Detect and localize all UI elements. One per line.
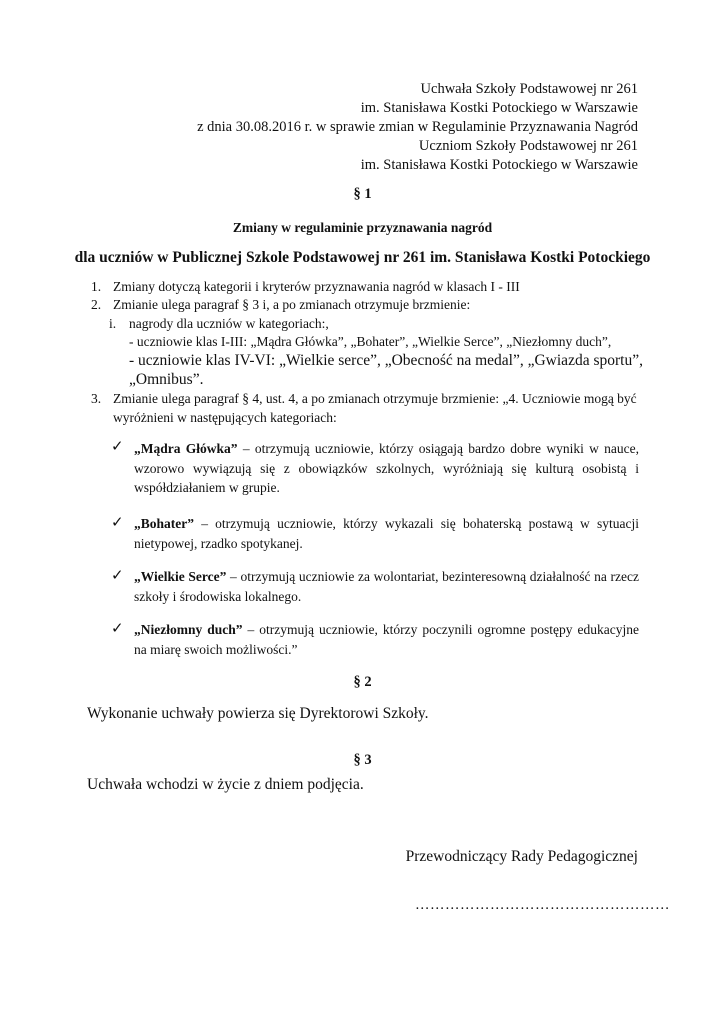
list-item-text: Zmianie ulega paragraf § 4, ust. 4, a po zmianach otrzymuje brzmienie: „4. Uczniowie mogą być [113, 391, 637, 406]
category-name: „Wielkie Serce” [134, 569, 227, 584]
section-3-heading: § 3 [353, 752, 372, 768]
category-desc: – otrzymują uczniowie, którzy wykazali się bohaterską postawą w sytuacji nietypowej, rzadko spotykanej. [134, 516, 639, 551]
signature-line: …………………………………………… [415, 897, 670, 913]
sub-list-line-b: - uczniowie klas IV-VI: „Wielkie serce”, „Obecność na medal”, „Gwiazda sportu”, [129, 352, 643, 369]
category-name: „Bohater” [134, 516, 194, 531]
category-name: „Niezłomny duch” [134, 622, 243, 637]
sub-list-line-a: - uczniowie klas I-III: „Mądra Główka”, „Bohater”, „Wielkie Serce”, „Niezłomny duch”, [129, 334, 612, 349]
category-name: „Mądra Główka” [134, 441, 238, 456]
checkmark-icon: ✓ [111, 513, 124, 531]
section-1-subtitle: dla uczniów w Publicznej Szkole Podstawowej nr 261 im. Stanisława Kostki Potockiego [74, 249, 651, 266]
category-desc: – otrzymują uczniowie za wolontariat, bezinteresowną działalność na rzecz szkoły i środowiska lokalnego. [134, 569, 639, 604]
list-item-text: Zmianie ulega paragraf § 3 i, a po zmianach otrzymuje brzmienie: [113, 297, 471, 312]
category-madra-glowka [134, 439, 639, 498]
section-1-heading: § 1 [353, 186, 372, 202]
header-line-1: Uchwała Szkoły Podstawowej nr 261 [420, 81, 638, 97]
checkmark-icon: ✓ [111, 437, 124, 455]
category-desc: – otrzymują uczniowie, którzy osiągają bardzo dobre wyniki w nauce, wzorowo wywiązują się z obowiązków szkolnych, wyróżniają się kulturą osobistą i współdziałaniem w grupie. [134, 441, 639, 495]
category-desc: – otrzymują uczniowie, którzy poczynili ogromne postępy edukacyjne na miarę swoich możliwości.” [134, 622, 639, 657]
header-line-2: im. Stanisława Kostki Potockiego w Warszawie [360, 100, 638, 116]
signature-title: Przewodniczący Rady Pedagogicznej [405, 848, 638, 865]
header-line-3: z dnia 30.08.2016 r. w sprawie zmian w Regulaminie Przyznawania Nagród [197, 119, 638, 135]
list-item-text-cont: wyróżnieni w następujących kategoriach: [113, 410, 337, 425]
header-line-4: Uczniom Szkoły Podstawowej nr 261 [418, 138, 638, 154]
section-2-text: Wykonanie uchwały powierza się Dyrektorowi Szkoły. [87, 705, 429, 722]
section-2-heading: § 2 [353, 674, 372, 690]
sub-list-text: nagrody dla uczniów w kategoriach:, [129, 316, 329, 331]
sub-list-number: i. [109, 316, 117, 331]
section-1-title: Zmiany w regulaminie przyznawania nagród [232, 220, 493, 235]
header-line-5: im. Stanisława Kostki Potockiego w Warszawie [360, 157, 638, 173]
sub-list-line-c: „Omnibus”. [129, 371, 204, 388]
list-number: 3. [91, 391, 102, 406]
checkmark-icon: ✓ [111, 619, 124, 637]
category-wielkie-serce [134, 567, 639, 606]
list-number: 2. [91, 297, 102, 312]
category-bohater [134, 514, 639, 553]
list-number: 1. [91, 279, 102, 294]
category-niezlomny-duch [134, 620, 639, 659]
list-item-text: Zmiany dotyczą kategorii i kryterów przyznawania nagród w klasach I - III [113, 279, 520, 294]
checkmark-icon: ✓ [111, 566, 124, 584]
section-3-text: Uchwała wchodzi w życie z dniem podjęcia. [87, 776, 364, 793]
